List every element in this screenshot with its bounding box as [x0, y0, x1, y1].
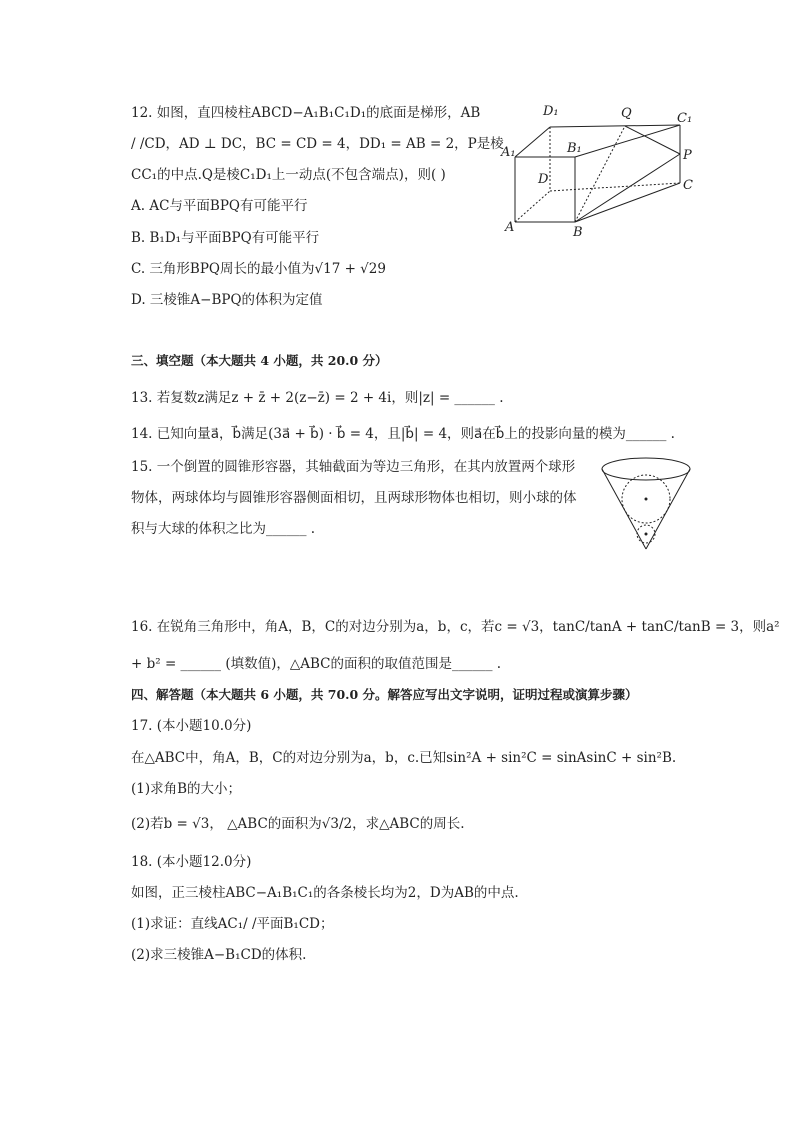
q13: 13. 若复数z满足z + z̄ + 2(z−z̄) = 2 + 4i，则|z| = ______ . — [131, 390, 504, 406]
q12-option-b: B. B₁D₁与平面BPQ有可能平行 — [131, 230, 320, 246]
q15-line1: 15. 一个倒置的圆锥形容器，其轴截面为等边三角形，在其内放置两个球形 — [131, 459, 576, 475]
q12-option-a: A. AC与平面BPQ有可能平行 — [131, 198, 308, 214]
prism-figure — [495, 95, 705, 245]
q12-line1: 12. 如图，直四棱柱ABCD−A₁B₁C₁D₁的底面是梯形，AB — [131, 105, 481, 121]
segment-q-p — [625, 126, 680, 154]
label-c: C — [683, 178, 693, 193]
q18-part1: (1)求证：直线AC₁/ /平面B₁CD； — [131, 916, 334, 932]
q12-option-d: D. 三棱锥A−BPQ的体积为定值 — [131, 292, 323, 308]
q18-body: 如图，正三棱柱ABC−A₁B₁C₁的各条棱长均为2，D为AB的中点. — [131, 885, 519, 901]
q17-part1: (1)求角B的大小； — [131, 781, 242, 797]
label-d: D — [538, 172, 549, 187]
q17-heading: 17. (本小题10.0分) — [131, 718, 252, 734]
cone-right-side — [646, 469, 690, 549]
cone-figure — [598, 455, 694, 553]
section-4-heading: 四、解答题（本大题共 6 小题，共 70.0 分。解答应写出文字说明，证明过程或演算步骤） — [131, 687, 638, 702]
q12-option-c: C. 三角形BPQ周长的最小值为√17 + √29 — [131, 261, 386, 277]
label-b1: B₁ — [567, 141, 582, 156]
edge-b1-c1 — [575, 125, 680, 157]
q12-line2: / /CD，AD ⊥ DC，BC = CD = 4，DD₁ = AB = 2，P是棱 — [131, 136, 504, 152]
q17-part2: (2)若b = √3， △ABC的面积为√3/2，求△ABC的周长. — [131, 816, 465, 832]
edge-d1-c1 — [550, 125, 680, 127]
label-a: A — [505, 220, 515, 235]
label-b: B — [573, 225, 583, 240]
section-3-heading: 三、填空题（本大题共 4 小题，共 20.0 分） — [131, 353, 388, 368]
large-sphere-center — [645, 498, 648, 501]
edge-a-d — [515, 191, 550, 222]
label-a1: A₁ — [501, 145, 516, 160]
q18-heading: 18. (本小题12.0分) — [131, 854, 252, 870]
label-d1: D₁ — [543, 104, 559, 119]
segment-b-q — [575, 126, 625, 222]
q18-part2: (2)求三棱锥A−B₁CD的体积. — [131, 947, 307, 963]
label-q: Q — [621, 106, 632, 121]
q16-line2: + b² = ______ (填数值)，△ABC的面积的取值范围是______ . — [131, 656, 502, 672]
q15-line3: 积与大球的体积之比为______ . — [131, 521, 316, 537]
edge-a1-d1 — [515, 127, 550, 157]
q17-body: 在△ABC中，角A，B，C的对边分别为a，b，c.已知sin²A + sin²C = sinAsinC + sin²B. — [131, 750, 677, 766]
label-c1: C₁ — [677, 111, 693, 126]
q15-line2: 物体，两球体均与圆锥形容器侧面相切，且两球形物体也相切，则小球的体 — [131, 490, 577, 506]
label-p: P — [683, 148, 692, 163]
q14: 14. 已知向量a⃗，b⃗满足(3a⃗ + b⃗) · b⃗ = 4，且|b⃗| = 4，则a⃗在b⃗上的投影向量的模为______ . — [131, 426, 675, 442]
small-sphere-center — [645, 533, 648, 536]
q16-line1: 16. 在锐角三角形中，角A，B，C的对边分别为a，b，c，若c = √3，tanC/tanA + tanC/tanB = 3，则a² — [131, 619, 780, 635]
q12-line3: CC₁的中点.Q是棱C₁D₁上一动点(不包含端点)，则( ) — [131, 167, 446, 183]
cone-rim — [602, 458, 690, 480]
